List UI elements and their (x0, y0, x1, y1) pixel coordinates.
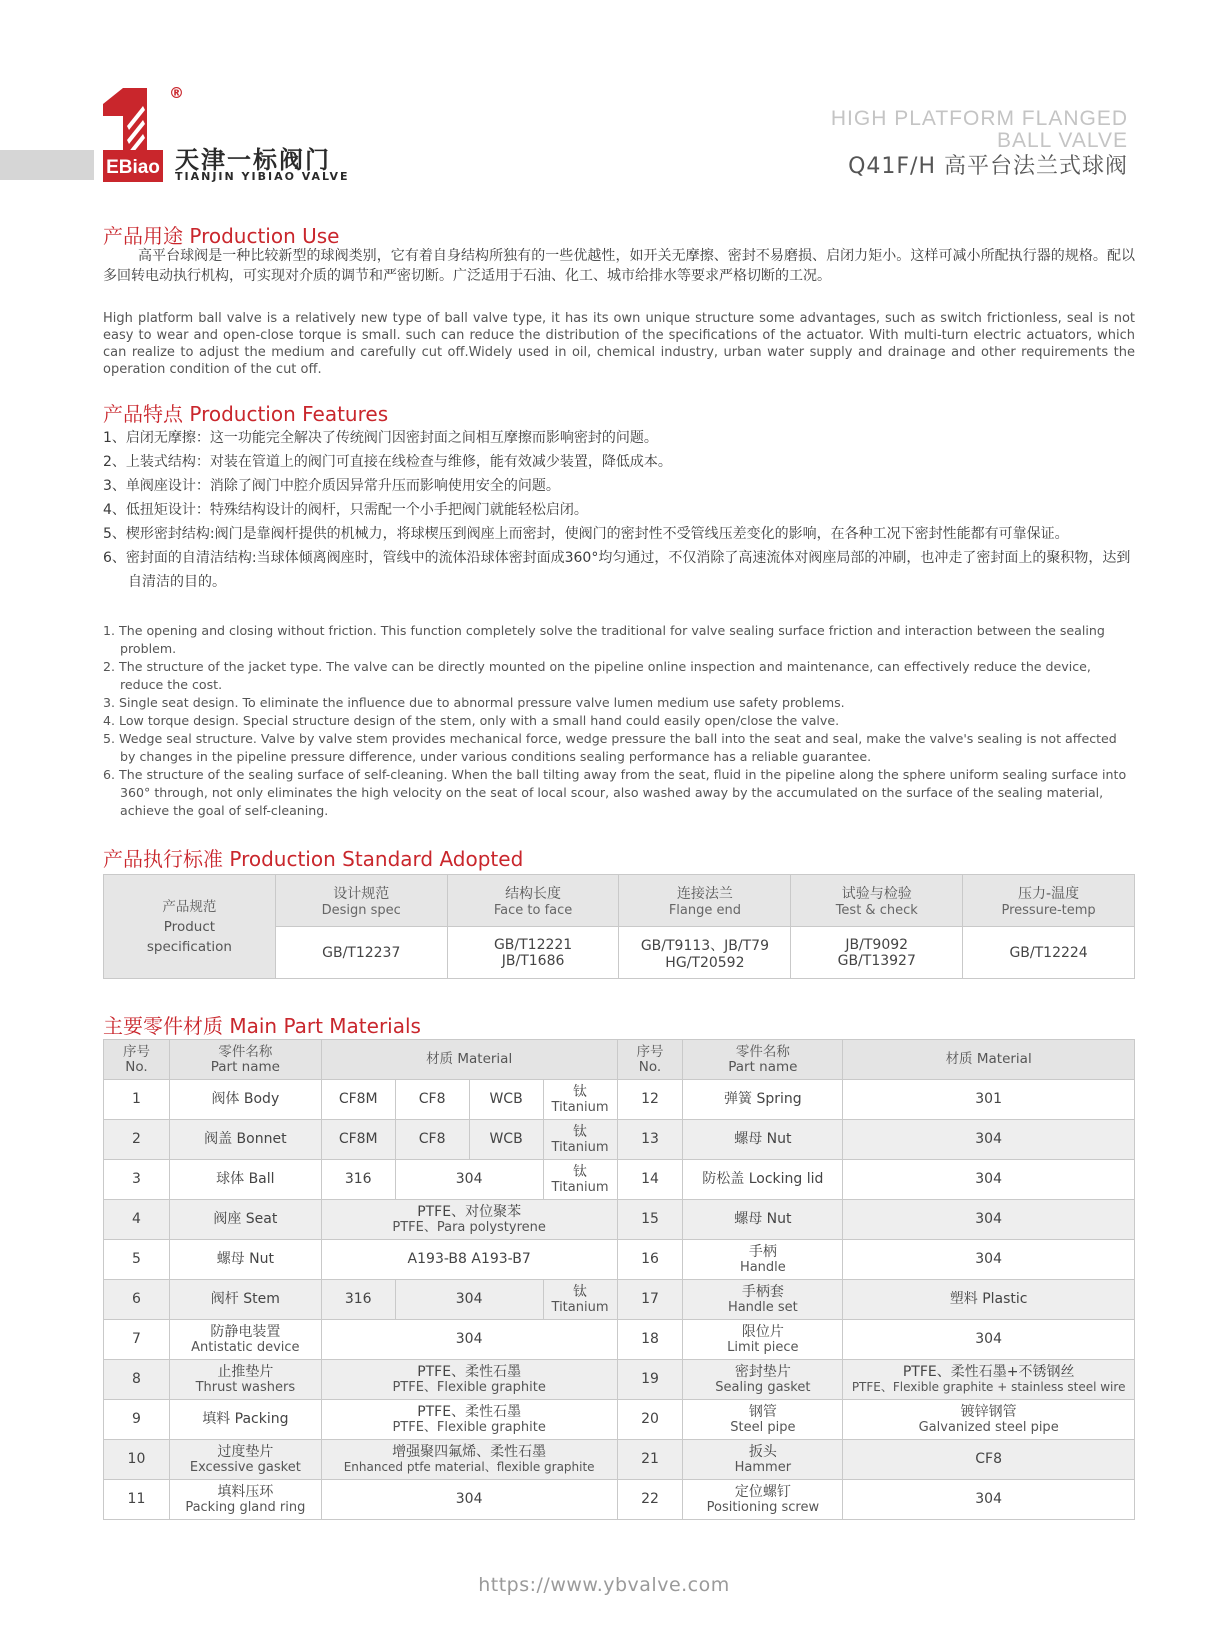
table-cell: 阀体 Body (169, 1080, 321, 1120)
cell-text: Face to face (493, 903, 573, 918)
page-header-title (831, 108, 1128, 182)
table-cell: 304 (843, 1320, 1135, 1360)
table-cell: CF8M (321, 1120, 395, 1160)
table-cell: 阀杆 Stem (169, 1280, 321, 1320)
cell-text: 填料压环 (217, 1483, 274, 1500)
table-row (104, 1400, 1135, 1440)
std-label-en1: Product (163, 918, 216, 935)
table-cell (169, 1440, 321, 1480)
cell-text: No. (125, 1058, 148, 1075)
cell-text: 钛 (573, 1283, 588, 1300)
table-cell (683, 1480, 843, 1520)
table-cell: 20 (617, 1400, 683, 1440)
table-row (104, 1480, 1135, 1520)
table-cell: 螺母 Nut (169, 1240, 321, 1280)
header-gray-bar (0, 150, 94, 180)
use-text-en: High platform ball valve is a relatively new type of ball valve type, it has its own unique structure some advantages, such as switch frictionless, seal is not easy to wear and open-close torque is small. such can reduce the distribution of the specifications of the actuator. With multi-turn electric actuators, which can realize to adjust the medium and carefully cut off.Widely used in oil, chemical industry, urban water supply and drainage and other requirements the operation condition of the cut off. (103, 311, 1135, 377)
table-cell (543, 1160, 617, 1200)
std-header (963, 875, 1135, 927)
table-cell (169, 1320, 321, 1360)
table-cell: 304 (843, 1200, 1135, 1240)
table-cell (321, 1400, 617, 1440)
feature-en-item: 4. Low torque design. Special structure design of the stem, only with a small hand could easily open/close the valve. (103, 713, 840, 728)
feature-cn-item: 2、上装式结构：对装在管道上的阀门可直接在线检查与维修，能有效减少装置，降低成本。 (103, 454, 672, 470)
table-cell: 304 (321, 1480, 617, 1520)
table-cell: WCB (469, 1080, 543, 1120)
cell-text: 零件名称 (218, 1043, 273, 1060)
std-value (963, 927, 1135, 979)
table-cell: CF8 (843, 1440, 1135, 1480)
cell-text: PTFE、柔性石墨+不锈钢丝 (902, 1363, 1075, 1380)
feature-cn-item: 1、启闭无摩擦：这一功能完全解决了传统阀门因密封面之间相互摩擦而影响密封的问题。 (103, 430, 658, 446)
brand-name-cn: 天津一标阀门 (175, 146, 331, 174)
cell-text: 钛 (573, 1123, 588, 1140)
table-cell: CF8 (395, 1120, 469, 1160)
table-cell: 填料 Packing (169, 1400, 321, 1440)
table-cell: 9 (104, 1400, 170, 1440)
brand-mark-icon (103, 86, 169, 182)
cell-text: GB/T12221 (493, 936, 573, 953)
table-row (104, 1120, 1135, 1160)
std-label-cn: 产品规范 (162, 898, 217, 915)
cell-text: 手柄 (748, 1243, 777, 1260)
cell-text: No. (638, 1058, 662, 1075)
std-header (447, 875, 619, 927)
table-cell (683, 1280, 843, 1320)
table-cell: 塑料 Plastic (843, 1280, 1135, 1320)
table-cell: 4 (104, 1200, 170, 1240)
cell-text: Design spec (321, 903, 401, 918)
std-label (104, 875, 276, 979)
table-row (104, 1160, 1135, 1200)
materials-section-title: 主要零件材质 Main Part Materials (103, 1014, 421, 1038)
cell-text: Thrust washers (195, 1379, 296, 1395)
std-value (619, 927, 791, 979)
cell-text: 连接法兰 (676, 886, 733, 902)
cell-text: 序号 (636, 1043, 664, 1060)
table-cell (683, 1360, 843, 1400)
std-value (275, 927, 447, 979)
cell-text: Limit piece (727, 1339, 799, 1355)
table-cell: 螺母 Nut (683, 1200, 843, 1240)
table-cell: 12 (617, 1080, 683, 1120)
cell-text: 扳头 (748, 1443, 777, 1460)
table-cell: 6 (104, 1280, 170, 1320)
cell-text: Antistatic device (191, 1339, 300, 1355)
cell-text: 钛 (573, 1163, 588, 1180)
cell-text: 限位片 (741, 1323, 784, 1340)
table-cell: A193-B8 A193-B7 (321, 1240, 617, 1280)
table-cell: CF8M (321, 1080, 395, 1120)
table-cell: 18 (617, 1320, 683, 1360)
cell-text: 设计规范 (333, 886, 390, 902)
table-cell: 304 (843, 1160, 1135, 1200)
footer-url[interactable]: https://www.ybvalve.com (478, 1574, 730, 1596)
cell-text: 止推垫片 (217, 1363, 274, 1380)
table-cell: 316 (321, 1160, 395, 1200)
table-row (104, 1240, 1135, 1280)
feature-cn-item: 4、低扭矩设计：特殊结构设计的阀杆，只需配一个小手把阀门就能轻松启闭。 (103, 502, 588, 518)
cell-text: 序号 (122, 1043, 150, 1060)
cell-text: PTFE、Flexible graphite (392, 1419, 546, 1435)
cell-text: Part name (210, 1058, 280, 1075)
table-cell (683, 1320, 843, 1360)
standards-table (103, 874, 1135, 979)
feature-en-item: 6. The structure of the sealing surface of self-cleaning. When the ball tilting away from the seat, fluid in the pipeline along the sphere uniform sealing surface into 360° through, not only eliminates the high velocity on the seat of local scour, also washed away by the accumulated on the surface of the sealing material, achieve the goal of self-cleaning. (103, 767, 1127, 818)
feature-en-item: 5. Wedge seal structure. Valve by valve stem provides mechanical force, wedge pressure the ball into the seat and seal, make the valve's sealing is not affected by changes in the pipeline pressure difference, under various conditions sealing performance has a reliable guarantee. (103, 731, 1117, 764)
cell-text: PTFE、对位聚苯 (417, 1203, 522, 1220)
cell-text: Test & check (835, 903, 918, 918)
table-cell (543, 1080, 617, 1120)
table-cell: 17 (617, 1280, 683, 1320)
cell-text: 试验与检验 (841, 886, 912, 902)
std-value (791, 927, 963, 979)
table-cell: 301 (843, 1080, 1135, 1120)
logo-text: EBiao (106, 157, 160, 178)
table-cell (843, 1400, 1135, 1440)
title-en-line1: HIGH PLATFORM FLANGED (830, 107, 1128, 130)
table-cell (321, 1440, 617, 1480)
table-row (104, 1080, 1135, 1120)
header-part-name (683, 1040, 843, 1080)
table-row (104, 1320, 1135, 1360)
model-title: Q41F/H 高平台法兰式球阀 (848, 154, 1128, 179)
brand-name-en: TIANJIN YIBIAO VALVE (175, 170, 350, 183)
cell-text: Galvanized steel pipe (918, 1419, 1059, 1435)
cell-text: HG/T20592 (665, 954, 745, 971)
cell-text: 结构长度 (505, 886, 562, 902)
table-row (104, 1200, 1135, 1240)
cell-text: Sealing gasket (715, 1379, 811, 1395)
table-cell: 阀座 Seat (169, 1200, 321, 1240)
table-cell: 304 (843, 1240, 1135, 1280)
cell-text: PTFE、柔性石墨 (417, 1403, 522, 1420)
table-cell: 304 (395, 1280, 543, 1320)
table-cell (683, 1240, 843, 1280)
table-cell: 弹簧 Spring (683, 1080, 843, 1120)
table-row (104, 1280, 1135, 1320)
feature-cn-item: 5、楔形密封结构:阀门是靠阀杆提供的机械力，将球楔压到阀座上而密封，使阀门的密封性不受管线压差变化的影响，在各种工况下密封性能都有可靠保证。 (103, 526, 1069, 542)
table-cell: 5 (104, 1240, 170, 1280)
std-value (447, 927, 619, 979)
table-cell: 阀盖 Bonnet (169, 1120, 321, 1160)
cell-text: GB/T9113、JB/T79 (640, 937, 769, 954)
header-no (104, 1040, 170, 1080)
table-cell: 13 (617, 1120, 683, 1160)
cell-text: Titanium (551, 1299, 609, 1315)
table-cell: 14 (617, 1160, 683, 1200)
cell-text: GB/T13927 (837, 952, 916, 969)
table-row (104, 1360, 1135, 1400)
cell-text: Positioning screw (706, 1499, 820, 1515)
cell-text: Flange end (668, 903, 741, 918)
cell-text: JB/T9092 (845, 936, 909, 953)
table-cell: 螺母 Nut (683, 1120, 843, 1160)
table-cell: 7 (104, 1320, 170, 1360)
table-cell: 304 (321, 1320, 617, 1360)
cell-text: Pressure-temp (1001, 903, 1096, 918)
table-cell: 防松盖 Locking lid (683, 1160, 843, 1200)
table-cell (543, 1280, 617, 1320)
table-cell: 2 (104, 1120, 170, 1160)
cell-text: 过度垫片 (217, 1443, 274, 1460)
table-cell: CF8 (395, 1080, 469, 1120)
table-cell (683, 1440, 843, 1480)
table-cell (843, 1360, 1135, 1400)
cell-text: 防静电装置 (210, 1323, 281, 1340)
table-cell: 3 (104, 1160, 170, 1200)
table-cell (321, 1200, 617, 1240)
table-cell: 304 (843, 1480, 1135, 1520)
cell-text: Hammer (734, 1459, 792, 1475)
cell-text: 零件名称 (735, 1043, 790, 1060)
cell-text: Steel pipe (730, 1419, 796, 1435)
feature-cn-item: 3、单阀座设计：消除了阀门中腔介质因异常升压而影响使用安全的问题。 (103, 478, 560, 494)
table-cell: 19 (617, 1360, 683, 1400)
table-cell (683, 1400, 843, 1440)
cell-text: 钢管 (748, 1403, 777, 1420)
cell-text: Titanium (551, 1139, 609, 1155)
cell-text: PTFE、Para polystyrene (392, 1219, 546, 1235)
feature-en-item: 2. The structure of the jacket type. The valve can be directly mounted on the pipeline online inspection and maintenance, can effectively reduce the device, reduce the cost. (103, 659, 1091, 692)
table-cell: 316 (321, 1280, 395, 1320)
header-no (617, 1040, 683, 1080)
cell-text: PTFE、Flexible graphite + stainless steel wire (851, 1379, 1126, 1394)
cell-text: 增强聚四氟烯、柔性石墨 (392, 1443, 547, 1460)
header-material: 材质 Material (843, 1040, 1135, 1080)
use-text-cn: 高平台球阀是一种比较新型的球阀类别，它有着自身结构所独有的一些优越性，如开关无摩擦、密封不易磨损、启闭力矩小。这样可减小所配执行器的规格。配以多回转电动执行机构，可实现对介质的调节和严密切断。广泛适用于石油、化工、城市给排水等要求严格切断的工况。 (103, 248, 1135, 284)
brand-logo (103, 86, 373, 186)
features-section-title: 产品特点 Production Features (103, 402, 389, 426)
table-cell (169, 1480, 321, 1520)
table-cell: 11 (104, 1480, 170, 1520)
cell-text: Enhanced ptfe material、flexible graphite (343, 1459, 595, 1474)
standards-section-title: 产品执行标准 Production Standard Adopted (103, 847, 524, 871)
table-cell: 8 (104, 1360, 170, 1400)
std-header (619, 875, 791, 927)
header-part-name (169, 1040, 321, 1080)
use-section-title: 产品用途 Production Use (103, 224, 340, 248)
header-material: 材质 Material (321, 1040, 617, 1080)
cell-text: Handle (739, 1259, 786, 1275)
cell-text: Part name (728, 1058, 798, 1075)
std-header (791, 875, 963, 927)
table-cell (169, 1360, 321, 1400)
table-cell: 球体 Ball (169, 1160, 321, 1200)
cell-text: GB/T12224 (1009, 944, 1088, 961)
cell-text: 密封垫片 (734, 1363, 791, 1380)
features-list-cn (103, 426, 1135, 594)
table-row (104, 1440, 1135, 1480)
cell-text: Excessive gasket (189, 1459, 301, 1475)
cell-text: PTFE、柔性石墨 (417, 1363, 522, 1380)
table-cell (321, 1360, 617, 1400)
table-cell: 1 (104, 1080, 170, 1120)
cell-text: 压力-温度 (1018, 886, 1080, 902)
materials-table (103, 1039, 1135, 1520)
table-cell: 10 (104, 1440, 170, 1480)
std-header (275, 875, 447, 927)
table-cell: 304 (843, 1120, 1135, 1160)
table-cell: WCB (469, 1120, 543, 1160)
table-cell (543, 1120, 617, 1160)
feature-cn-item: 6、密封面的自清洁结构:当球体倾离阀座时，管线中的流体沿球体密封面成360°均匀通过，不仅消除了高速流体对阀座局部的冲刷，也冲走了密封面上的聚积物，达到自清洁的目的。 (103, 550, 1131, 590)
cell-text: 镀锌钢管 (960, 1403, 1017, 1420)
feature-en-item: 1. The opening and closing without friction. This function completely solve the traditional for valve sealing surface friction and interaction between the sealing problem. (103, 623, 1105, 656)
cell-text: Titanium (551, 1179, 609, 1195)
cell-text: Handle set (727, 1299, 798, 1315)
table-cell: 22 (617, 1480, 683, 1520)
table-cell: 15 (617, 1200, 683, 1240)
cell-text: Titanium (551, 1099, 609, 1115)
cell-text: 定位螺钉 (734, 1483, 791, 1500)
title-en-line2: BALL VALVE (996, 129, 1128, 152)
table-cell: 16 (617, 1240, 683, 1280)
features-list-en (103, 622, 1135, 820)
cell-text: 手柄套 (741, 1283, 784, 1300)
feature-en-item: 3. Single seat design. To eliminate the influence due to abnormal pressure valve lumen medium use safety problems. (103, 695, 845, 710)
table-cell: 304 (395, 1160, 543, 1200)
registered-mark: ® (169, 84, 184, 102)
cell-text: GB/T12237 (322, 944, 401, 961)
cell-text: 钛 (573, 1083, 588, 1100)
std-label-en2: specification (146, 938, 232, 955)
table-cell: 21 (617, 1440, 683, 1480)
cell-text: PTFE、Flexible graphite (392, 1379, 546, 1395)
cell-text: Packing gland ring (185, 1499, 306, 1515)
cell-text: JB/T1686 (501, 952, 565, 969)
